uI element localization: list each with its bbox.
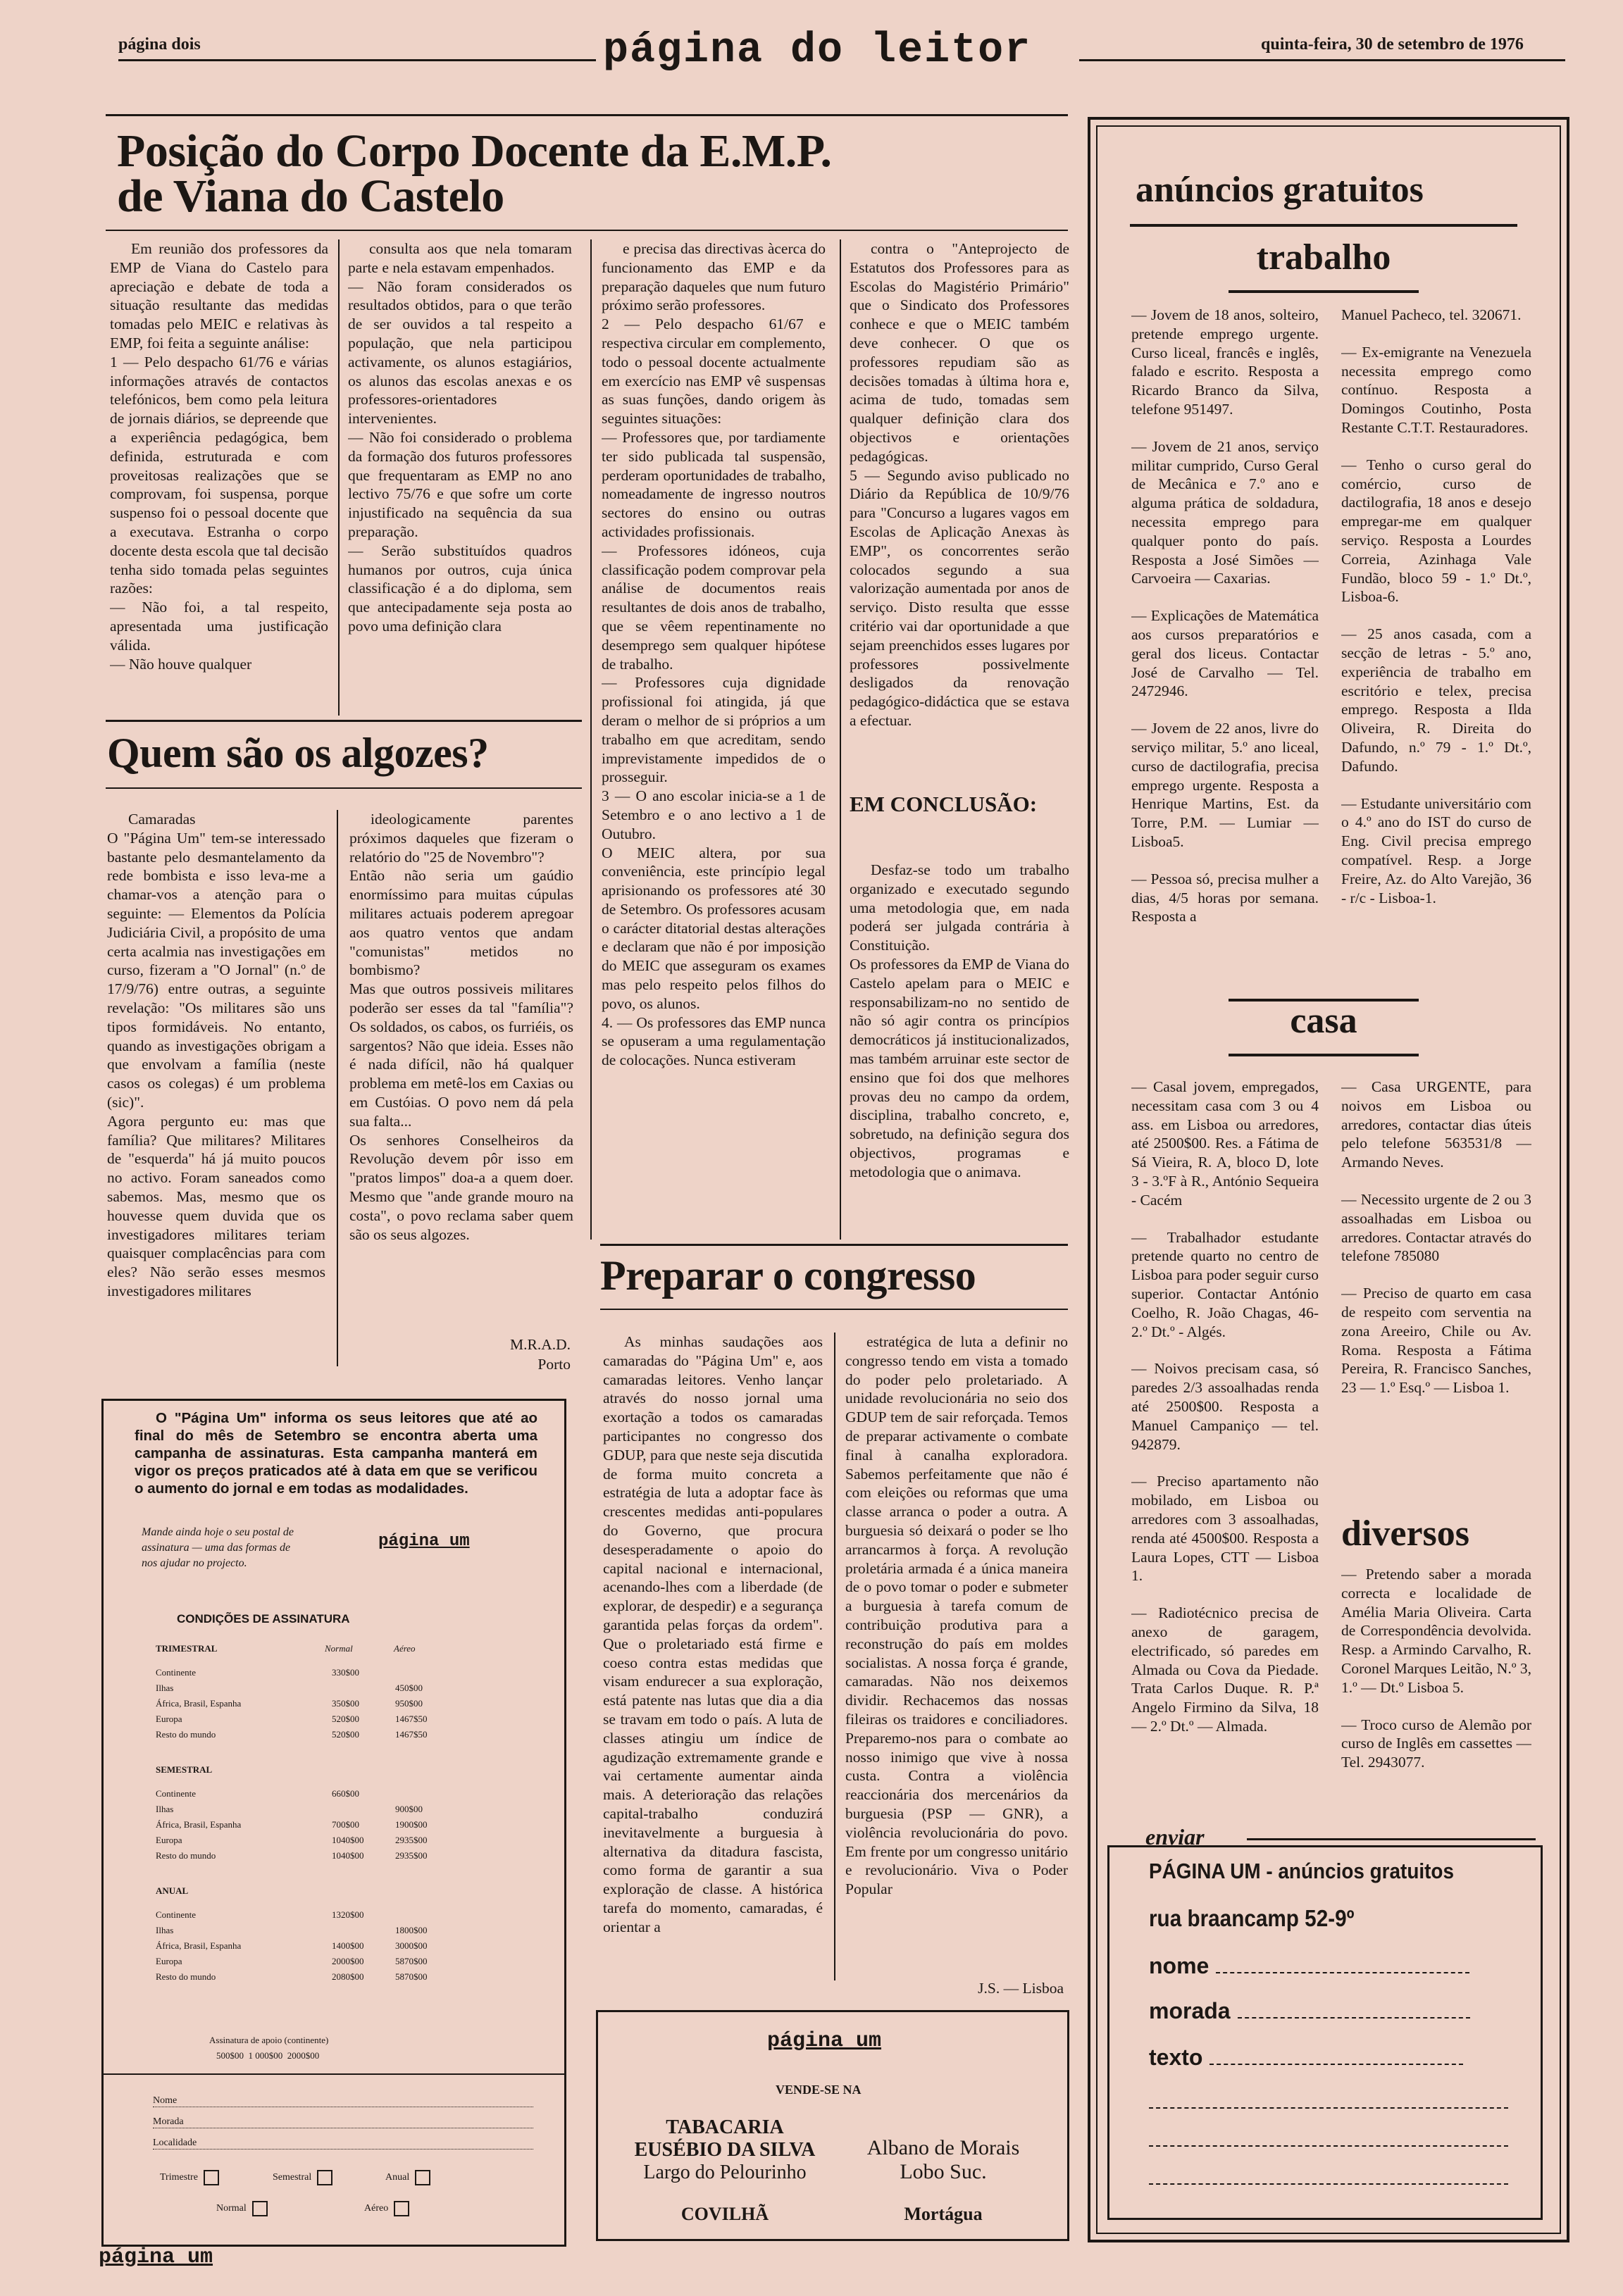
trabalho-rule — [1229, 290, 1419, 293]
classified-ad: — Jovem de 22 anos, livre do serviço militar, 5.º ano liceal, curso de dactilografia, precisa emprego urgente. Resposta a Henrique Martins, Est. da Torre, P.M. — Lumiar — Lisboa5. — [1131, 720, 1319, 850]
normal-price: 520$00 — [332, 1714, 359, 1724]
column-divider — [840, 239, 841, 1240]
destination-name: África, Brasil, Espanha — [156, 1698, 242, 1709]
article1-column-1: Em reunião dos professores da EMP de Viana do Castelo para apreciação e debate de toda a situação resultante das medidas tomadas pelo MEIC e relativas às EMP, foi feita a seguinte análise: 1 — Pelo despacho 61/76 e várias informações através de contactos telefónicos, bem como pela leitura de jornais diários, se depreende que a experiência pedagógica, bem definida, estruturada e com proveitosas realizações que se comprovam, foi suspensa, porque suspenso foi o pessoal docente que a executava. Estranha o corpo docente desta escola que tal decisão tenha sido tomada pelas seguintes razões: — Não foi, a tal respeito, apresentada uma justificação válida. — Não houve qualquer — [110, 240, 328, 673]
destination-name: Ilhas — [156, 1804, 174, 1814]
sale-box-logo: página um — [767, 2029, 882, 2053]
destination-name: Resto do mundo — [156, 1729, 216, 1740]
article3-signature: J.S. — Lisboa — [978, 1980, 1064, 1997]
normal-price: 330$00 — [332, 1667, 359, 1678]
diversos-heading: diversos — [1341, 1514, 1469, 1554]
send-form-texto[interactable]: texto — [1149, 2045, 1515, 2200]
classified-ad: — Preciso de quarto em casa de respeito com serventia na zona Areeiro, Chile ou Av. Roma. Resposta a Fátima Pereira, R. Francisco Sanches, 23 — 1.º Esq.º — Lisboa 1. — [1341, 1285, 1531, 1397]
article1-column-4a: contra o "Anteprojecto de Estatutos dos Professores para as Escolas do Magistério Primário" que o Sindicato dos Professores conhece e que o MEIC também deve conhecer. O que os professores repudiam são as decisões tomadas à última hora e, acima de tudo, tomadas sem qualquer definição clara dos objectivos e orientações pedagógicas. 5 — Segundo aviso publicado no Diário da República de 10/9/76 para "Concurso a lugares vagos em Escolas de Aplicação Anexas às EMP", os concorrentes serão colocados segundo a sua valorização aumentada por anos de serviço. Disto resulta que essse critério vai dar oportunidade a que sejam preenchidos esses lugares por professores possivelmente desligados da renovação pedagógico-didáctica que se estava a efectuar. — [850, 240, 1069, 729]
subscription-intro: O "Página Um" informa os seus leitores que até ao final do mês de Setembro se encontra aberta uma campanha de assinaturas. Esta campanha manterá em vigor os preços praticados até à data em que se verificou o aumento do jornal e em todas as modalidades. — [135, 1410, 537, 1497]
article1-head-rule — [106, 230, 1068, 231]
shop1-city: COVILHÃ — [680, 2204, 769, 2224]
article3-column-1: As minhas saudações aos camaradas do "Página Um" e, aos camaradas leitores. Venho lançar através do nosso jornal uma exortação a todos os camaradas participantes no congresso dos GDUP, para que neste seja discutida de forma muito concreta a estratégia de luta a adoptar face às crescentes medidas anti-populares do Governo, que procura desesperadamente o apoio do capital nacional e internacional, acenando-lhes com a liberdade (de explorar, de despedir) e a segurança garantida pelas forças da ordem". Que o proletariado está firme e coeso contra estas medidas que visam endurecer a sua exploração, está patente nas lutas que dia a dia se travam em todo o país. A luta de classes atingiu um índice de agudização extremamente grande e vai certamente aumentar ainda mais. A deterioração das relações capital-trabalho conduzirá inevitavelmente a burguesia à alternativa da ditadura fascista, como forma de garantir a sua exploração de classe. A histórica tarefa do momento, camaradas, é orientar a — [603, 1333, 823, 1935]
destination-name: Europa — [156, 1714, 182, 1724]
checkbox-anual[interactable]: Anual — [385, 2170, 430, 2185]
subscription-box — [101, 1399, 566, 2247]
classified-ad: — Jovem de 18 anos, solteiro, pretende emprego urgente. Curso liceal, francês e inglês, falado e escrito. Resposta a Ricardo Branco da Silva, telefone 951497. — [1131, 306, 1319, 418]
shop1-name — [619, 2116, 831, 2184]
period-label: TRIMESTRAL — [156, 1643, 218, 1654]
sale-box — [596, 2010, 1069, 2241]
article1-column-4b: Desfaz-se todo um trabalho organizado e executado segundo uma metodologia que, em nada poderá ser julgada contrária à Constituição. Os professores da EMP de Viana do Castelo apelam para o MEIC e responsabilizam-no no sentido de não só agir contra os princípios democráticos já institucionalizados, mas também arruinar este sector de ensino que foi dos que melhores provas deu no campo da ordem, disciplina, trabalho concreto, e, sobretudo, na definição segura dos objectivos, programas e metodologia que o animava. — [850, 861, 1069, 1180]
article3-top-rule — [600, 1244, 1068, 1246]
shop2-city: Mortágua — [904, 2204, 983, 2224]
column-divider — [337, 810, 338, 1366]
enviar-label: enviar — [1145, 1824, 1205, 1849]
aereo-price: 2935$00 — [395, 1835, 428, 1845]
column-divider — [834, 1333, 835, 1980]
shop2-name — [838, 2136, 1049, 2184]
article-top-rule — [106, 114, 1068, 116]
sold-at-label: VENDE-SE NA — [776, 2083, 862, 2097]
checkbox-aereo[interactable]: Aéreo — [364, 2201, 409, 2216]
trabalho-left-column — [1131, 306, 1319, 1003]
normal-header: Normal — [325, 1643, 353, 1654]
classified-ad: — Radiotécnico precisa de anexo de garagem, electrificado, só paredes em Almada ou Cova da Piedade. Trata Carlos Duque. R. P.ª Angelo Firmino da Silva, 18 — 2.º Dt.º — Almada. — [1131, 1604, 1319, 1735]
shop1-line1: TABACARIA — [666, 2116, 784, 2138]
classified-ad: — Necessito urgente de 2 ou 3 assoalhadas em Lisboa ou arredores. Contactar através do telefone 785080 — [1341, 1190, 1531, 1265]
article2-column-1: Camaradas O "Página Um" tem-se interessado bastante pelo desmantelamento da rede bombista e isso leva-me a chamar-vos a atenção para o seguinte: — Elementos da Polícia Judiciária Civil, a propósito de uma certa acalmia nas investigações em curso, fizeram a "O Jornal" (n.º de 17/9/76) entre outras, a seguinte revelação: "Os militares são uns tipos formidáveis. No entanto, quando as investigações obrigam a que envolvam a família (neste casos os colegas) é um problema (sic)". Agora pergunto eu: mas que família? Que militares? Militares de "esquerda" há já muito poucos no activo. Foram saneados como sabemos. Mas, mesmo que os houvesse quem duvida que os investigadores militares teriam quaisquer complacências para com eles? Não serão esses mesmos investigadores militares — [107, 811, 325, 1299]
period-label: SEMESTRAL — [156, 1764, 213, 1775]
classified-ad: — Ex-emigrante na Venezuela necessita emprego como contínuo. Resposta a Domingos Coutinho, Posta Restante C.T.T. Restauradores. — [1341, 343, 1531, 436]
casa-left-column — [1131, 1078, 1319, 1824]
normal-price: 350$00 — [332, 1698, 359, 1709]
send-form-box — [1107, 1845, 1543, 2220]
checkbox-semestral[interactable]: Semestral — [273, 2170, 332, 2185]
article3-headline: Preparar o congresso — [600, 1252, 976, 1299]
classified-ad: Manuel Pacheco, tel. 320671. — [1341, 306, 1522, 323]
destination-name: Continente — [156, 1788, 197, 1799]
subscription-note: Mande ainda hoje o seu postal de assinatura — uma das formas de nos ajudar no projecto. — [142, 1526, 294, 1569]
pagina-um-logo: página um — [378, 1532, 470, 1551]
destination-name: África, Brasil, Espanha — [156, 1940, 242, 1951]
diversos-column — [1341, 1565, 1531, 1833]
normal-price: 520$00 — [332, 1729, 359, 1740]
destination-name: Ilhas — [156, 1925, 174, 1935]
page-title: página do leitor — [596, 27, 1038, 75]
shop1-line2: EUSÉBIO DA SILVA — [634, 2139, 816, 2161]
article2-column-2: ideologicamente parentes próximos daqueles que fizeram o relatório do "25 de Novembro"? Então não seria um gaúdio enormíssimo para muitas cúpulas militares actuais poderem apregoar aos quatro ventos que andam "comunistas" metidos no bombismo? Mas que outros possiveis militares poderão ser esses da tal "família"? Os soldados, os cabos, os furriéis, os sargentos? Não que ideia. Esses não é nada difícil, não há qualquer problema em metê-los em Caxias ou em Custóias. O povo nem dá pela sua falta... Os senhores Conselheiros da Revolução devem pôr isso em "pratos limpos" doa-a a quem doer. Mesmo que "ande grande mouro na costa", o povo reclama saber quem são os seus algozes. — [349, 811, 573, 1243]
column-divider — [338, 239, 340, 716]
classified-ad: — Casal jovem, empregados, necessitam casa com 3 ou 4 ass. em Lisboa ou arredores, até 2500$00. Res. a Fátima de Sá Vieira, R. A, bloco D, lote 3 - 3.ºF à R., António Sequeira - Cacém — [1131, 1078, 1319, 1209]
checkbox-normal[interactable]: Normal — [216, 2201, 268, 2216]
article1-headline-line1: Posição do Corpo Docente da E.M.P. — [117, 125, 832, 177]
shop2-line1: Albano de Morais — [866, 2136, 1020, 2159]
classified-ad: — Explicações de Matemática aos cursos preparatórios e geral dos liceus. Contactar José de Carvalho — Tel. 2472946. — [1131, 607, 1319, 700]
article1-column-2: consulta aos que nela tomaram parte e nela estavam empenhados. — Não foram considerados os resultados obtidos, para o que terão de ser ouvidos a tal respeito a população, que nela participou activamente, os alunos estagiários, os alunos das escolas anexas e os professores-orientadores intervenientes. — Não foi considerado o problema da formação dos futuros professores que frequentaram as EMP no ano lectivo 75/76 e que sofre um corte injustificado na sequência da sua preparação. — Serão substituídos quadros humanos por outros, cuja única classificação é a do diploma, sem que antecipadamente seja posta ao povo uma definição clara — [348, 240, 572, 635]
aereo-price: 5870$00 — [395, 1971, 428, 1982]
classified-ad: — Pessoa só, precisa mulher a dias, 4/5 horas por semana. Resposta a — [1131, 870, 1319, 925]
destination-name: Continente — [156, 1909, 197, 1920]
article1-headline-line2: de Viana do Castelo — [117, 170, 504, 222]
article1-column-3: e precisa das directivas àcerca do funcionamento das EMP e da preparação daqueles que num futuro próximo serão professores. 2 — Pelo despacho 61/67 e respectiva circular em complemento, todo o pessoal docente actualmente em exercício nas EMP vê suspensas as suas funções, dando origem às seguintes situações: — Professores que, por tardiamente ter sido publicada tal suspensão, perderam oportunidades de trabalho, nomeadamente de ingresso noutros sectores do ensino ou outras actividades profissionais. — Professores idóneos, cuja classificação podem comprovar pela análise de documentos reais resultantes de dois anos de trabalho, que se vêem repentinamente no desemprego sem qualquer hipótese de trabalho. — Professores cuja dignidade profissional foi atingida, já que deram o melhor de si próprios a um trabalho em que acreditam, sendo imprevistamente impedidos de o prosseguir. 3 — O ano escolar inicia-se a 1 de Setembro e o ano lectivo a 1 de Outubro. O MEIC altera, por sua conveniência, este princípio legal aprisionando os professores até 30 de Setembro. Os professores acusam o carácter ditatorial destas alterações e declaram que não é por imposição do MEIC que asseguram os exames mas pelo respeito pelos filhos do povo, os alunos. 4. — Os professores das EMP nunca se opuseram a uma regulamentação de colocações. Nunca estiveram — [602, 240, 826, 1069]
normal-price: 1040$00 — [332, 1850, 364, 1861]
aereo-price: 900$00 — [395, 1804, 423, 1814]
publication-date: quinta-feira, 30 de setembro de 1976 — [1261, 35, 1524, 54]
article2-signature-name: M.R.A.D. — [509, 1336, 571, 1353]
aereo-price: 450$00 — [395, 1683, 423, 1693]
casa-heading: casa — [1290, 1001, 1357, 1041]
form-nome[interactable]: Nome — [153, 2095, 533, 2107]
classified-ad: — Noivos precisam casa, só paredes 2/3 assoalhadas renda até 2500$00. Resposta a Manuel Campaniço — tel. 942879. — [1131, 1360, 1319, 1453]
article2-signature-place: Porto — [537, 1356, 571, 1373]
classified-ad: — Casa URGENTE, para noivos em Lisboa ou arredores, contactar dias úteis pelo telefone 563531/8 — Armando Neves. — [1341, 1078, 1531, 1171]
trabalho-right-column — [1341, 306, 1531, 1003]
casa-rule — [1229, 1054, 1419, 1056]
form-morada[interactable]: Morada — [153, 2116, 533, 2128]
normal-price: 1400$00 — [332, 1940, 364, 1951]
destination-name: África, Brasil, Espanha — [156, 1819, 242, 1830]
aereo-price: 950$00 — [395, 1698, 423, 1709]
destination-name: Resto do mundo — [156, 1850, 216, 1861]
period-label: ANUAL — [156, 1885, 189, 1896]
destination-name: Europa — [156, 1835, 182, 1845]
shop1-line3: Largo do Pelourinho — [643, 2161, 807, 2183]
send-form-morada[interactable]: morada — [1149, 1998, 1515, 2026]
aereo-header: Aéreo — [394, 1643, 416, 1654]
destination-name: Continente — [156, 1667, 197, 1678]
form-divider — [104, 2073, 564, 2075]
footer-logo: página um — [99, 2245, 213, 2269]
masthead-rule-left — [118, 59, 597, 61]
support-values: 500$00 1 000$00 2000$00 — [216, 2050, 320, 2061]
trabalho-heading: trabalho — [1256, 237, 1391, 277]
masthead-rule-right — [1079, 59, 1565, 61]
aereo-price: 1900$00 — [395, 1819, 428, 1830]
article3-column-2: estratégica de luta a definir no congresso tendo em vista a tomado do poder pelo proletariado. A unidade revolucionária no seio dos GDUP tem de sair reforçada. Temos de preparar activamente o combate final à canalha exploradora. Sabemos perfeitamente que não é com eleições ou reformas que uma classe arranca o poder a outra. A burguesia só deixará o poder se lho arrancarmos à força. A revolução proletária armada é a única maneira de o povo tomar o poder e submeter a burguesia à tarefa comum de contribuição produtiva para a reconstrução do país em moldes socialistas. A nossa força é grande, camaradas. Não nos deixemos dividir. Rechacemos das nossas fileiras os traidores e conciliadores. Preparemo-nos para o combate ao nosso inimigo que vive à nossa custa. Contra a violência reaccionária dos mercenários da burguesia (PSP — GNR), a violência revolucionária do povo. Em frente por um congresso unitário e revolucionário. Viva o Poder Popular — [845, 1333, 1068, 1898]
send-form-line1: PÁGINA UM - anúncios gratuitos — [1149, 1859, 1454, 1883]
send-form-nome[interactable]: nome — [1149, 1953, 1515, 1981]
aereo-price: 3000$00 — [395, 1940, 428, 1951]
classified-ad: — Jovem de 21 anos, serviço militar cumprido, Curso Geral de Mecânica e 7.º ano e alguma prática de soldadura, necessita emprego para qualquer ponto do país. Resposta a José Simões — Carvoeira — Caxarias. — [1131, 437, 1319, 587]
title-rule — [1130, 224, 1517, 227]
article2-head-rule — [106, 787, 582, 789]
aereo-price: 1467$50 — [395, 1714, 428, 1724]
casa-right-column — [1341, 1078, 1531, 1514]
classified-ad: — Pretendo saber a morada correcta e localidade de Amélia Maria Oliveira. Carta de Correspondência devolvida. Resp. a Armindo Carvalho, R. Coronel Marques Leitão, N.º 3, 1.º — Dt.º Lisboa 5. — [1341, 1566, 1531, 1696]
normal-price: 1040$00 — [332, 1835, 364, 1845]
classified-ad: — 25 anos casada, com a secção de letras - 5.º ano, experiência de trabalho em escritório e telex, precisa emprego. Resposta a Ilda Oliveira, R. Direita do Dafundo, n.º 79 - 1.º Dt.º, Dafundo. — [1341, 625, 1531, 775]
enviar-rule — [1247, 1838, 1536, 1840]
classified-ad: — Estudante universitário com o 4.º ano do IST do curso de Eng. Civil precisa emprego compatível. Resp. a Jorge Freire, Az. do Alto Varejão, 36 - r/c - Lisboa-1. — [1341, 794, 1531, 906]
column-divider — [590, 239, 592, 1240]
checkbox-trimestre[interactable]: Trimestre — [160, 2170, 219, 2185]
classified-ad: — Trabalhador estudante pretende quarto no centro de Lisboa para poder seguir curso superior. Contactar António Coelho, R. João Chagas, 46-2.º Dt.º - Algés. — [1131, 1228, 1319, 1340]
normal-price: 1320$00 — [332, 1909, 364, 1920]
send-form-address: rua braancamp 52-9º — [1149, 1905, 1355, 1931]
normal-price: 2000$00 — [332, 1956, 364, 1966]
destination-name: Europa — [156, 1956, 182, 1966]
normal-price: 700$00 — [332, 1819, 359, 1830]
shop2-line2: Lobo Suc. — [900, 2160, 987, 2183]
normal-price: 2080$00 — [332, 1971, 364, 1982]
article2-headline: Quem são os algozes? — [107, 730, 489, 776]
aereo-price: 1800$00 — [395, 1925, 428, 1935]
aereo-price: 2935$00 — [395, 1850, 428, 1861]
aereo-price: 1467$50 — [395, 1729, 428, 1740]
form-localidade[interactable]: Localidade — [153, 2138, 533, 2150]
price-table — [156, 1640, 494, 2014]
classified-ad: — Preciso apartamento não mobilado, em Lisboa ou arredores com 3 assoalhadas, renda até 4500$00. Resposta a Laura Lopes, CTT — Lisboa 1. — [1131, 1473, 1319, 1585]
section-label: página dois — [118, 35, 201, 54]
aereo-price: 5870$00 — [395, 1956, 428, 1966]
conditions-title: CONDIÇÕES DE ASSINATURA — [177, 1612, 350, 1626]
classifieds-title: anúncios gratuitos — [1136, 170, 1424, 210]
article3-head-rule — [600, 1309, 1068, 1310]
classified-ad: — Tenho o curso geral do comércio, curso de dactilografia, 18 anos e desejo empregar-me em qualquer serviço. Resposta a Lourdes Correia, Azinhaga Vale Fundão, bloco 59 - 1.º Dt.º, Lisboa-6. — [1341, 456, 1531, 606]
destination-name: Ilhas — [156, 1683, 174, 1693]
conclusion-heading: EM CONCLUSÃO: — [850, 792, 1038, 816]
support-label: Assinatura de apoio (continente) — [209, 2035, 329, 2045]
article2-top-rule — [106, 720, 582, 722]
destination-name: Resto do mundo — [156, 1971, 216, 1982]
normal-price: 660$00 — [332, 1788, 359, 1799]
classified-ad: — Troco curso de Alemão por curso de Inglês em cassettes — Tel. 2943077. — [1341, 1716, 1531, 1771]
